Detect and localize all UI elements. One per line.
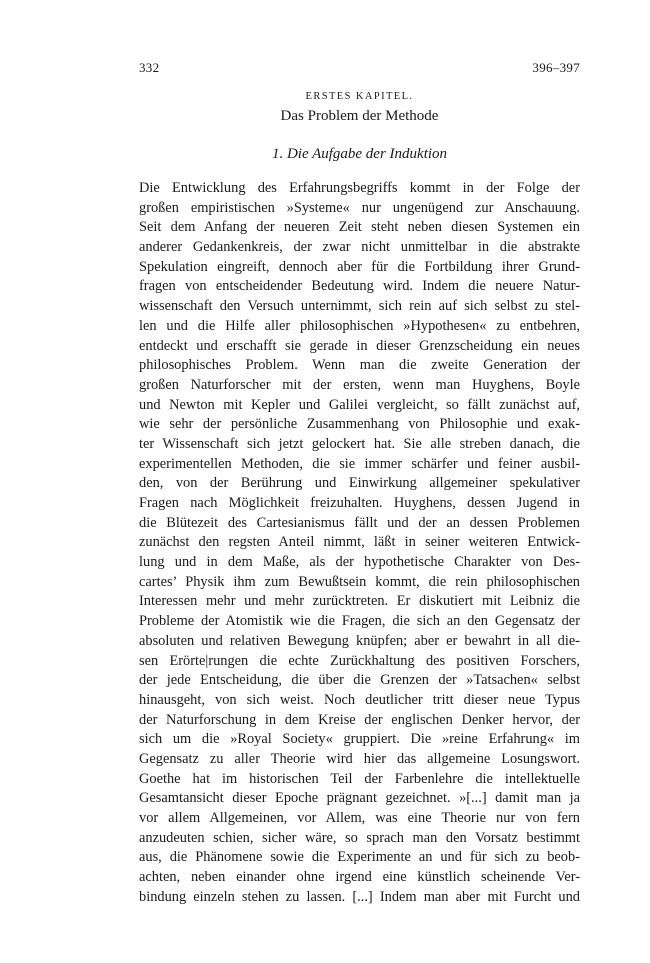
text-line: hinausgeht, von sich weist. Noch deutlicher tritt dieser neue Typus xyxy=(139,691,580,708)
text-line: aus, die Phänomene sowie die Experimente an und für sich zu beob- xyxy=(139,849,580,866)
text-line: Probleme der Atomistik wie die Fragen, die sich an den Gegensatz der xyxy=(139,613,580,630)
text-line: Fragen nach Möglichkeit freizuhalten. Huyghens, dessen Jugend in xyxy=(139,495,580,511)
text-line: sen Erörte|rungen die echte Zurückhaltung des positiven Forschers, xyxy=(139,652,580,669)
text-line: Die Entwicklung des Erfahrungsbegriffs kommt in der Folge der xyxy=(139,180,580,196)
page-range: 396–397 xyxy=(532,60,580,75)
text-line: bindung einzeln stehen zu lassen. [...] Indem man aber mit Furcht und xyxy=(139,888,580,905)
text-line: achten, neben einander ohne irgend eine künstlich scheinende Ver- xyxy=(139,869,580,886)
chapter-label: ERSTES KAPITEL. xyxy=(305,91,414,102)
text-line: entdeckt und erschafft sie gerade in dieser Grenzscheidung ein neues xyxy=(139,337,580,354)
text-line: den, von der Berührung und Einwirkung allgemeiner spekulativer xyxy=(139,475,580,492)
text-line: sich um die »Royal Society« gruppiert. Die »reine Erfahrung« im xyxy=(139,731,580,748)
text-line: Gesamtansicht dieser Epoche prägnant gezeichnet. »[...] damit man ja xyxy=(139,790,580,807)
text-line: anderer Gedankenkreis, der zwar nicht unmittelbar in die abstrakte xyxy=(139,239,580,256)
section-heading: 1. Die Aufgabe der Induktion xyxy=(271,146,448,162)
text-line: cartes’ Physik ihm zum Bewußtsein kommt, die rein philosophischen xyxy=(139,573,580,590)
text-line: großen empiristischen »Systeme« nur ungenügend zur Anschauung. xyxy=(139,199,580,216)
body-text xyxy=(139,179,580,907)
text-line: die Blütezeit des Cartesianismus fällt und der an dessen Problemen xyxy=(139,514,580,531)
text-line: Goethe hat im historischen Teil der Farbenlehre die intellektuelle xyxy=(139,770,580,787)
text-line: Spekulation eingreift, dennoch aber für die Fortbildung ihrer Grund- xyxy=(139,258,580,275)
text-line: der Naturforschung in dem Kreise der englischen Denker hervor, der xyxy=(139,711,580,728)
text-line: vor allem Allgemeinen, vor Allem, was eine Theorie nur von fern xyxy=(139,810,580,826)
text-line: Seit dem Anfang der neueren Zeit steht neben diesen Systemen ein xyxy=(139,219,580,236)
text-line: Gegensatz zu aller Theorie wird hier das allgemeine Losungswort. xyxy=(139,750,580,767)
text-line: großen Naturforscher mit der ersten, wenn man Huyghens, Boyle xyxy=(139,376,580,393)
text-line: Interessen mehr und mehr zurücktreten. Er diskutiert mit Leibniz die xyxy=(139,593,580,610)
text-line: der jede Entscheidung, die über die Grenzen der »Tatsachen« selbst xyxy=(139,672,580,689)
text-line: wissenschaft den Versuch unternimmt, sich rein auf sich selbst zu stel- xyxy=(139,298,580,315)
text-line: und Newton mit Kepler und Galilei vergleicht, so fällt zunächst auf, xyxy=(139,396,580,413)
text-line: anzudeuten schien, sicher wäre, so sprach man den Vorsatz bestimmt xyxy=(139,829,580,846)
text-line: lung und in dem Maße, als der hypothetische Charakter von Des- xyxy=(139,554,580,571)
page-number: 332 xyxy=(139,60,160,75)
text-line: fragen von entscheidender Bedeutung wird. Indem die neuere Natur- xyxy=(139,278,580,295)
text-line: zunächst den regsten Anteil nimmt, läßt in seiner weiteren Entwick- xyxy=(139,534,580,551)
text-line: philosophisches Problem. Wenn man die zweite Generation der xyxy=(139,357,580,374)
text-line: ter Wissenschaft sich jetzt gelockert hat. Sie alle streben danach, die xyxy=(139,435,580,452)
text-line: len und die Hilfe aller philosophischen »Hypothesen« zu entbehren, xyxy=(139,317,580,334)
text-line: wie sehr der persönliche Zusammenhang von Philosophie und exak- xyxy=(139,416,580,433)
text-line: absoluten und relativen Bewegung knüpfen; aber er bewahrt in all die- xyxy=(139,632,580,649)
text-line: experimentellen Methoden, die sie immer schärfer und feiner ausbil- xyxy=(139,455,580,472)
chapter-title: Das Problem der Methode xyxy=(280,108,439,124)
